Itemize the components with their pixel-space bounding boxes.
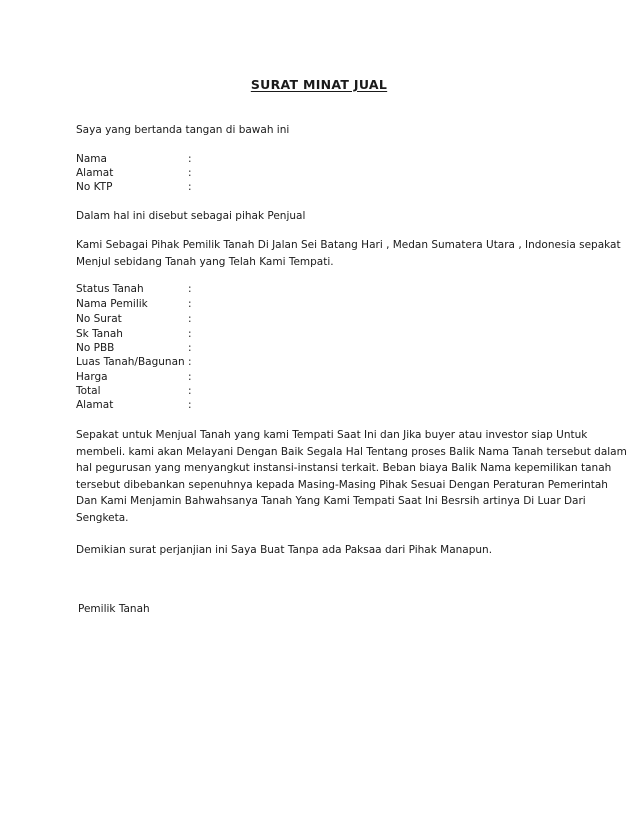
field-label: Sk Tanah bbox=[76, 328, 123, 340]
signature-label: Pemilik Tanah bbox=[78, 603, 150, 615]
body-line: Dan Kami Menjamin Bahwahsanya Tanah Yang Kami Tempati Saat Ini Besrsih artinya Di Luar Dari bbox=[76, 495, 586, 507]
field-label: Alamat bbox=[76, 167, 114, 179]
property-field-luas-tanah bbox=[76, 356, 198, 368]
field-colon: : bbox=[188, 399, 192, 411]
field-label: Nama bbox=[76, 153, 107, 165]
closing-statement: Demikian surat perjanjian ini Saya Buat Tanpa ada Paksaa dari Pihak Manapun. bbox=[76, 544, 493, 556]
body-line: Sengketa. bbox=[76, 511, 129, 524]
property-field-status-tanah bbox=[76, 283, 198, 295]
property-field-no-surat bbox=[76, 313, 198, 325]
statement-paragraph bbox=[76, 237, 621, 270]
property-field-harga bbox=[76, 371, 198, 383]
seller-note: Dalam hal ini disebut sebagai pihak Penjual bbox=[76, 210, 306, 222]
field-label: Nama Pemilik bbox=[76, 298, 148, 310]
body-line: tersebut dibebankan sepenuhnya kepada Masing-Masing Pihak Sesuai Dengan Peraturan Pemerintah bbox=[76, 478, 608, 491]
field-label: No KTP bbox=[76, 181, 113, 193]
document-title bbox=[0, 77, 638, 92]
seller-field-no-ktp bbox=[76, 181, 198, 193]
property-field-alamat bbox=[76, 399, 198, 411]
field-colon: : bbox=[188, 385, 192, 397]
body-line: membeli. kami akan Melayani Dengan Baik Segala Hal Tentang proses Balik Nama Tanah tersebut dalam bbox=[76, 445, 627, 458]
field-label: No PBB bbox=[76, 342, 115, 354]
field-colon: : bbox=[188, 167, 192, 179]
field-colon: : bbox=[188, 371, 192, 383]
seller-field-alamat bbox=[76, 167, 198, 179]
body-line: Sepakat untuk Menjual Tanah yang kami Tempati Saat Ini dan Jika buyer atau investor siap Untuk bbox=[76, 429, 588, 441]
field-label: No Surat bbox=[76, 313, 122, 325]
field-colon: : bbox=[188, 356, 192, 368]
field-colon: : bbox=[188, 153, 192, 165]
document-title-text: SURAT MINAT JUAL bbox=[250, 77, 388, 92]
field-label: Alamat bbox=[76, 399, 114, 411]
property-field-nama-pemilik bbox=[76, 298, 198, 310]
property-field-no-pbb bbox=[76, 342, 198, 354]
statement-line: Kami Sebagai Pihak Pemilik Tanah Di Jalan Sei Batang Hari , Medan Sumatera Utara , Indonesia sepakat bbox=[76, 239, 621, 251]
intro-line: Saya yang bertanda tangan di bawah ini bbox=[76, 124, 290, 136]
body-line: hal pegurusan yang menyangkut instansi-instansi terkait. Beban biaya Balik Nama kepemilikan tanah bbox=[76, 462, 612, 474]
field-colon: : bbox=[188, 181, 192, 193]
field-label: Harga bbox=[76, 371, 108, 383]
seller-field-nama bbox=[76, 153, 198, 165]
field-colon: : bbox=[188, 283, 192, 295]
property-field-sk-tanah bbox=[76, 328, 198, 340]
property-field-total bbox=[76, 385, 198, 397]
field-label: Status Tanah bbox=[76, 283, 144, 295]
field-colon: : bbox=[188, 313, 192, 325]
field-label: Luas Tanah/Bagunan bbox=[76, 356, 185, 368]
body-paragraph bbox=[76, 427, 627, 526]
statement-line: Menjul sebidang Tanah yang Telah Kami Tempati. bbox=[76, 255, 334, 268]
field-colon: : bbox=[188, 328, 192, 340]
field-colon: : bbox=[188, 342, 192, 354]
field-label: Total bbox=[76, 385, 101, 397]
field-colon: : bbox=[188, 298, 192, 310]
